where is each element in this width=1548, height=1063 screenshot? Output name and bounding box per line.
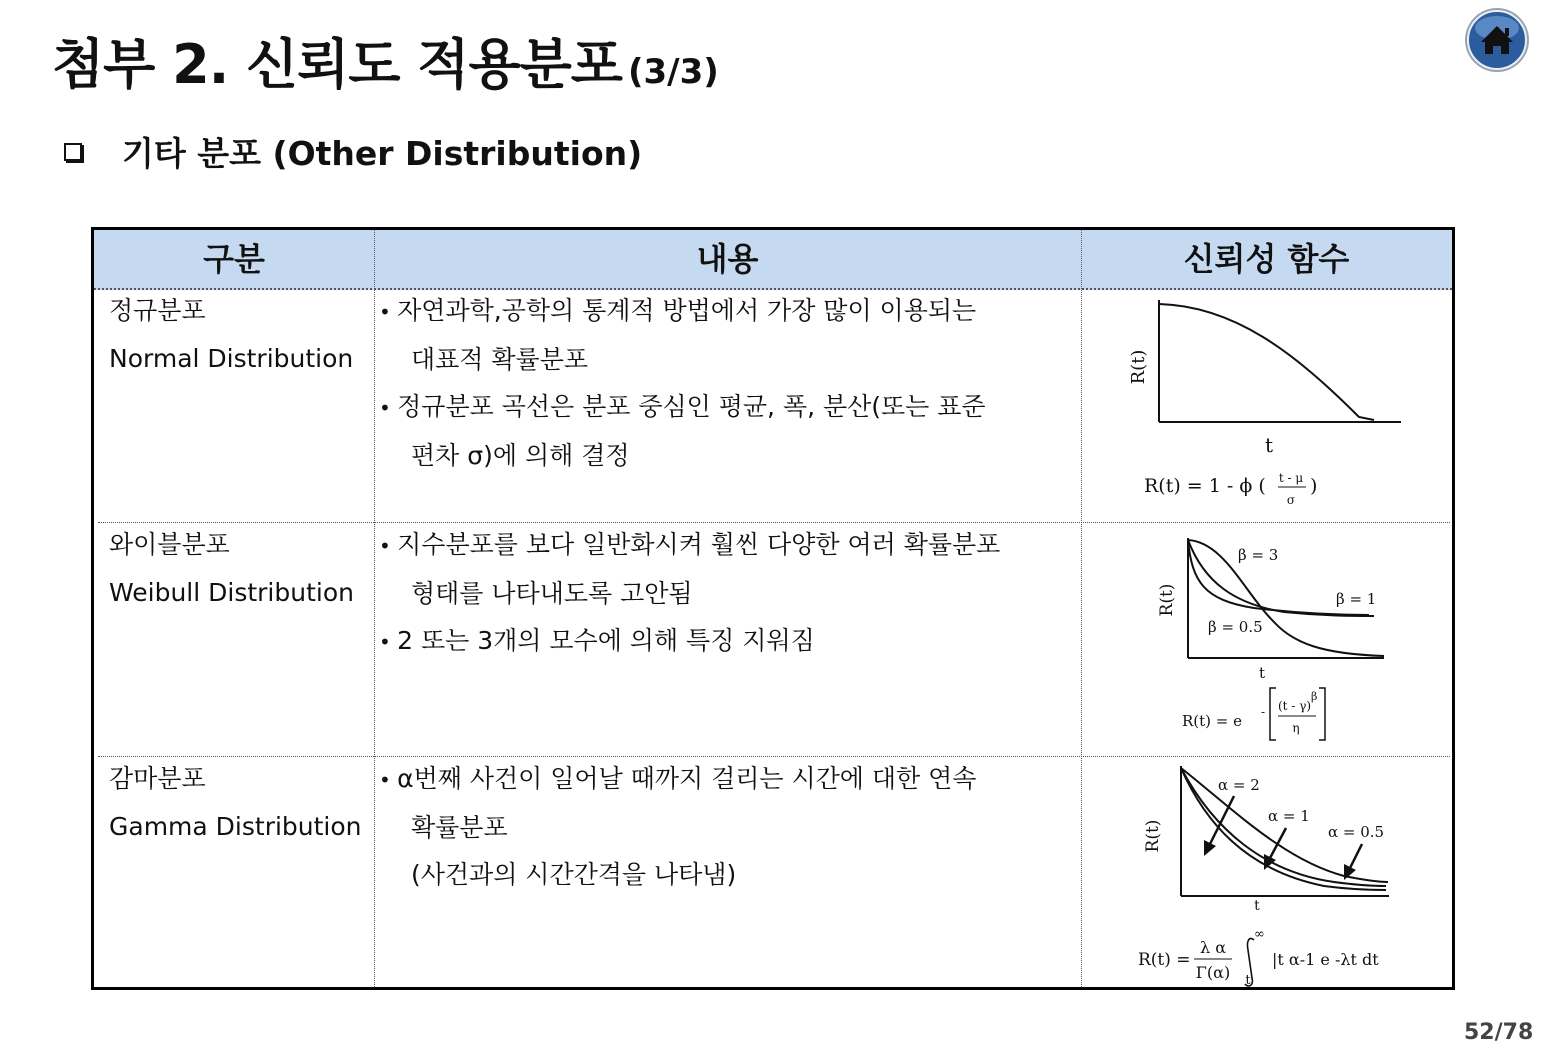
formula: R(t) = e bbox=[1182, 712, 1243, 730]
label-beta-0-5: β = 0.5 bbox=[1208, 618, 1263, 636]
arrow-alpha-2 bbox=[1210, 796, 1234, 844]
column-divider bbox=[374, 230, 375, 987]
formula-num: (t - γ) bbox=[1278, 699, 1312, 713]
name-ko: 정규분포 bbox=[109, 296, 206, 325]
integral-lower: t bbox=[1245, 973, 1251, 988]
header-category: 구분 bbox=[203, 240, 265, 278]
page-title-sub: (3/3) bbox=[627, 52, 719, 92]
arrow-alpha-1 bbox=[1270, 828, 1286, 858]
header-reliability-function: 신뢰성 함수 bbox=[1183, 240, 1350, 278]
bullet-cont: 형태를 나타내도록 고안됨 bbox=[411, 579, 693, 608]
formula: R(t) = 1 - ϕ ( bbox=[1144, 475, 1266, 497]
reliability-curve bbox=[1159, 304, 1374, 420]
formula-den: σ bbox=[1286, 493, 1296, 507]
name-en: Gamma Distribution bbox=[109, 812, 362, 841]
weibull-reliability-plot bbox=[1144, 532, 1404, 752]
formula: R(t) = bbox=[1138, 950, 1191, 970]
bracket-left bbox=[1270, 688, 1276, 740]
formula-den: η bbox=[1292, 721, 1300, 735]
header-content: 내용 bbox=[696, 240, 759, 278]
table-header bbox=[94, 230, 1452, 290]
bullet-cont: 편차 σ)에 의해 결정 bbox=[411, 441, 630, 470]
table-row-weibull-name bbox=[109, 521, 354, 617]
bullet-text: • 지수분포를 보다 일반화시켜 훨씬 다양한 여러 확률분포 bbox=[379, 521, 1000, 570]
bullet-cont: 확률분포 bbox=[411, 813, 508, 842]
y-label: R(t) bbox=[1128, 349, 1149, 385]
bullet-text: • α번째 사건이 일어날 때까지 걸리는 시간에 대한 연속 bbox=[379, 755, 976, 804]
home-icon[interactable] bbox=[1463, 6, 1531, 74]
formula-num: t - μ bbox=[1278, 471, 1304, 485]
page-title bbox=[52, 22, 719, 99]
bullet-text: • 정규분포 곡선은 분포 중심인 평균, 폭, 분산(또는 표준 bbox=[379, 383, 986, 432]
x-label: t bbox=[1254, 898, 1260, 914]
label-beta-3: β = 3 bbox=[1238, 546, 1279, 564]
bullet-cont: 대표적 확률분포 bbox=[411, 345, 588, 374]
gamma-reliability-plot bbox=[1124, 760, 1424, 988]
integrand: |t α-1 e -λt dt bbox=[1272, 950, 1379, 969]
bracket-right bbox=[1319, 688, 1325, 740]
bullet-text: • 자연과학,공학의 통계적 방법에서 가장 많이 이용되는 bbox=[379, 287, 986, 336]
name-en: Weibull Distribution bbox=[109, 578, 354, 607]
name-ko: 와이블분포 bbox=[109, 530, 230, 559]
x-label: t bbox=[1258, 664, 1266, 682]
table-row-gamma-desc bbox=[379, 755, 976, 898]
integral-upper: ∞ bbox=[1254, 927, 1265, 942]
formula-num: λ α bbox=[1199, 938, 1227, 957]
table-row-normal-name bbox=[109, 287, 353, 383]
formula-sup: β bbox=[1311, 690, 1318, 703]
distribution-table bbox=[91, 227, 1455, 990]
bullet-text: • 2 또는 3개의 모수에 의해 특징 지워짐 bbox=[379, 617, 1000, 666]
section-heading-text: 기타 분포 (Other Distribution) bbox=[122, 134, 643, 173]
label-alpha-0-5: α = 0.5 bbox=[1328, 823, 1385, 841]
square-bullet-icon bbox=[64, 143, 82, 161]
formula-minus: - bbox=[1261, 705, 1266, 719]
label-beta-1: β = 1 bbox=[1336, 590, 1377, 608]
formula-den: Γ(α) bbox=[1195, 963, 1231, 982]
bullet-cont: (사건과의 시간간격을 나타냄) bbox=[411, 860, 737, 889]
name-ko: 감마분포 bbox=[109, 764, 206, 793]
label-alpha-2: α = 2 bbox=[1218, 776, 1260, 794]
column-divider bbox=[1081, 230, 1082, 987]
table-row-gamma-name bbox=[109, 755, 362, 851]
y-label: R(t) bbox=[1143, 819, 1163, 853]
section-heading bbox=[64, 128, 642, 175]
formula-end: ) bbox=[1310, 475, 1318, 497]
table-row-weibull-desc bbox=[379, 521, 1000, 666]
normal-reliability-plot bbox=[1114, 292, 1434, 517]
page-title-main: 첨부 2. 신뢰도 적용분포 bbox=[52, 33, 622, 96]
arrow-alpha-0-5 bbox=[1350, 844, 1362, 868]
name-en: Normal Distribution bbox=[109, 344, 354, 373]
table-row-normal-desc bbox=[379, 287, 986, 479]
x-label: t bbox=[1264, 433, 1274, 457]
y-label: R(t) bbox=[1157, 583, 1177, 617]
label-alpha-1: α = 1 bbox=[1268, 807, 1310, 825]
page-number: 52/78 bbox=[1464, 1020, 1534, 1045]
